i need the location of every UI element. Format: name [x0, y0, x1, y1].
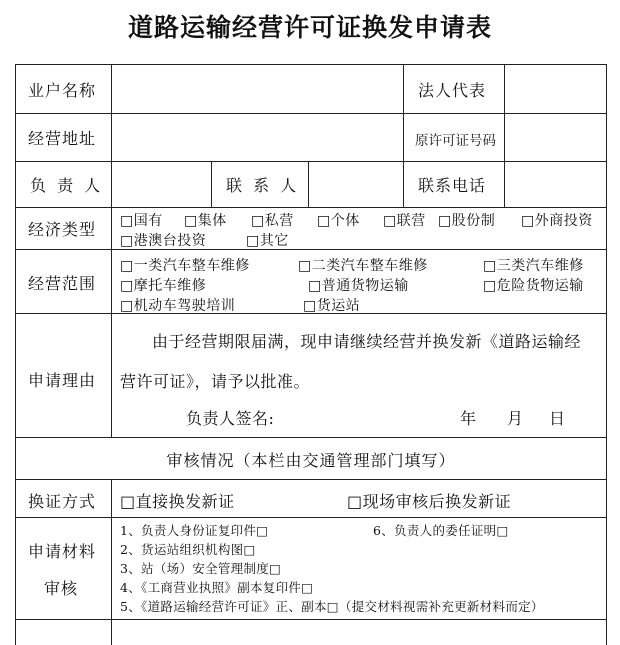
business-name-field[interactable] — [114, 67, 401, 111]
reason-label: 申请理由 — [28, 371, 97, 390]
exchange-method-label: 换证方式 — [28, 492, 97, 511]
scope-motorcycle-repair[interactable]: □摩托车维修 — [120, 278, 207, 294]
economic-type-shareholding[interactable]: □股份制 — [438, 213, 496, 229]
economic-type-label: 经济类型 — [28, 220, 97, 239]
material-item-4: 4、《工商营业执照》副本复印件□ — [120, 580, 314, 595]
scope-general-freight[interactable]: □普通货物运输 — [308, 278, 409, 294]
date-day-label: 日 — [549, 409, 566, 428]
review-section-header: 审核情况（本栏由交通管理部门填写） — [166, 451, 456, 470]
scope-class2-repair[interactable]: □二类汽车整车维修 — [298, 258, 428, 274]
material-item-1: 1、负责人身份证复印件□ — [120, 523, 269, 538]
material-item-5: 5、《道路运输经营许可证》正、副本□（提交材料视需补充更新材料而定） — [120, 599, 544, 614]
economic-type-other[interactable]: □其它 — [246, 233, 289, 249]
scope-class1-repair[interactable]: □一类汽车整车维修 — [120, 258, 250, 274]
material-item-6: 6、负责人的委任证明□ — [373, 523, 509, 538]
contact-person-label: 联 系 人 — [226, 176, 300, 195]
materials-label-line2: 审核 — [44, 579, 79, 598]
date-month-label: 月 — [507, 409, 524, 428]
reason-text-line1: 由于经营期限届满，现申请继续经营并换发新《道路运输经 — [152, 332, 582, 351]
business-scope-label: 经营范围 — [28, 274, 97, 293]
signature-label: 负责人签名: — [186, 409, 275, 428]
reason-text-line2: 营许可证》，请予以批准。 — [120, 372, 311, 391]
original-license-no-label: 原许可证号码 — [415, 133, 496, 149]
exchange-option-direct[interactable]: □直接换发新证 — [120, 492, 235, 511]
legal-rep-field[interactable] — [507, 67, 603, 111]
materials-label-line1: 申请材料 — [28, 542, 97, 561]
responsible-person-field[interactable] — [114, 163, 209, 205]
economic-type-joint[interactable]: □联营 — [383, 213, 426, 229]
scope-freight-station[interactable]: □货运站 — [303, 298, 361, 314]
responsible-person-label: 负 责 人 — [30, 176, 104, 195]
contact-person-field[interactable] — [311, 163, 401, 205]
material-item-2: 2、货运站组织机构图□ — [120, 542, 256, 557]
economic-type-private[interactable]: □私营 — [251, 213, 294, 229]
business-name-label: 业户名称 — [28, 81, 97, 100]
business-address-field[interactable] — [114, 115, 401, 159]
economic-type-hk-macau-taiwan[interactable]: □港澳台投资 — [120, 233, 207, 249]
material-item-3: 3、站（场）安全管理制度□ — [120, 561, 282, 576]
business-address-label: 经营地址 — [28, 129, 97, 148]
scope-hazardous-freight[interactable]: □危险货物运输 — [483, 278, 584, 294]
application-form-table — [15, 64, 607, 645]
form-title: 道路运输经营许可证换发申请表 — [127, 13, 492, 42]
date-year-label: 年 — [460, 409, 477, 428]
economic-type-collective[interactable]: □集体 — [184, 213, 227, 229]
exchange-option-onsite-review[interactable]: □现场审核后换发新证 — [347, 492, 512, 511]
scope-driver-training[interactable]: □机动车驾驶培训 — [120, 298, 236, 314]
original-license-no-field[interactable] — [507, 115, 603, 159]
economic-type-foreign[interactable]: □外商投资 — [521, 213, 593, 229]
contact-phone-label: 联系电话 — [418, 176, 487, 195]
signature-field[interactable] — [288, 403, 448, 427]
scope-class3-repair[interactable]: □三类汽车维修 — [483, 258, 584, 274]
economic-type-individual[interactable]: □个体 — [317, 213, 360, 229]
contact-phone-field[interactable] — [507, 163, 603, 205]
legal-rep-label: 法人代表 — [418, 81, 487, 100]
economic-type-state[interactable]: □国有 — [120, 213, 163, 229]
